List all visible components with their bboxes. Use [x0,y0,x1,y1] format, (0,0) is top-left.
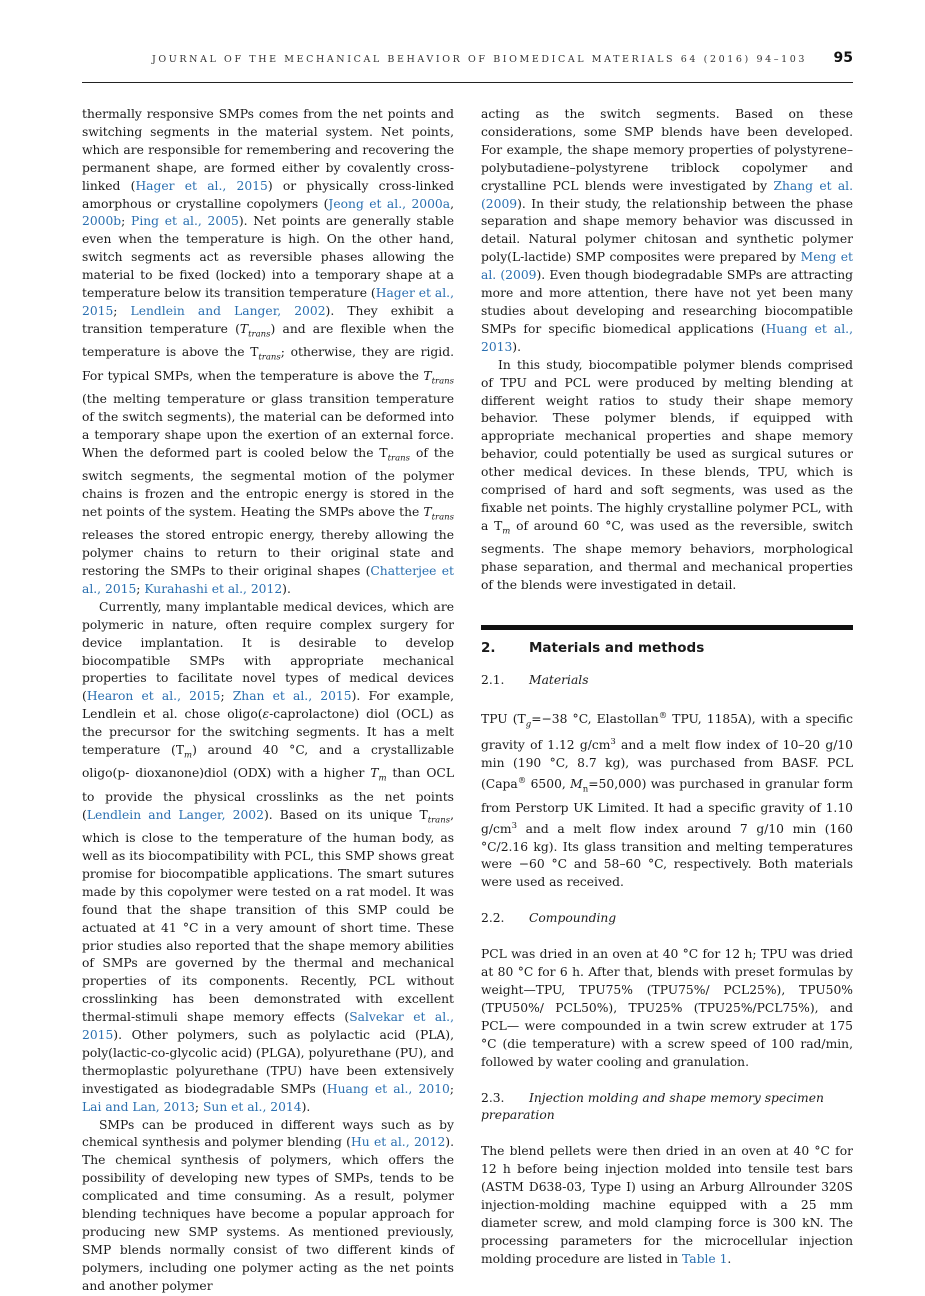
citation-link[interactable]: Huang et al., 2013 [481,321,853,354]
text-run: PCL was dried in an oven at 40 °C for 12 h; TPU was dried at 80 °C for 6 h. After that, blends with preset formulas by weight—TPU, TPU75% (TPU75%/ PCL25%), TPU50% (TPU50%/ PCL50%), TPU25% (TPU25%/PCL75%), and PCL— were compounded in a twin screw extruder at 175 °C (die temperature) with a screw speed of 100 rad/min, followed by water cooling and granulation. [481,947,853,1069]
text-run: ) around 40 °C, and a crystallizable oligo(p- dioxanone)diol (ODX) with a higher [82,743,454,781]
subscript-text: g [525,719,532,730]
citation-link[interactable]: Huang et al., 2010 [326,1081,450,1096]
text-run: ). The chemical synthesis of polymers, which offers the possibility of developing new types of SMPs, tends to be complicated and time consuming. As a result, polymer blending techniques have become a popular approach for producing new SMP systems. As mentioned previously, SMP blends normally consist of two different kinds of polymers, including one polymer acting as the net points and another polymer [82,1135,454,1293]
right-column [481,106,853,1269]
section-rule [481,625,853,630]
text-run: T [423,504,432,519]
paragraph [481,946,853,1071]
text-run: Currently, many implantable medical devices, which are polymeric in nature, often require complex surgery for device implantation. It is desirable to develop biocompatible SMPs with appropriate mechanical properties to facilitate novel types of medical devices ( [82,599,454,704]
subsection-title: Injection molding and shape memory specimen preparation [481,1090,824,1123]
text-run: ). [512,339,522,354]
text-run: ) or physically cross-linked amorphous or crystalline copolymers ( [82,178,455,211]
text-run: =50,000) was purchased in granular form from Perstorp UK Limited. It had a specific gravity of 1.10 g/cm [481,777,853,836]
subscript-text: trans [431,512,454,523]
subsection-title: Compounding [529,911,617,926]
journal-citation: JOURNAL OF THE MECHANICAL BEHAVIOR OF BIOMEDICAL MATERIALS 64 (2016) 94–103 [152,54,808,65]
subsection-heading [481,910,853,928]
text-run: releases the stored entropic energy, thereby allowing the polymer chains to return to their original state and restoring the SMPs to their original shapes ( [82,528,454,579]
text-run: ; [194,1099,203,1114]
text-run: ). Other polymers, such as polylactic acid (PLA), poly(lactic-co-glycolic acid) (PLGA), polyurethane (PU), and thermoplastic polyurethane (TPU) have been extensively investigated as biodegradable SMPs ( [82,1028,454,1096]
subscript-text: m [184,750,193,761]
citation-link[interactable]: Hearon et al., 2015 [86,689,221,704]
text-run: ). Even though biodegradable SMPs are attracting more and more attention, there have not yet been many studies about developing and researching biocompatible SMPs for specific biomedical applications ( [481,268,853,336]
text-run: ; [220,689,233,704]
subscript-text: trans [387,453,411,464]
paragraph [82,106,454,599]
subsection-number: 2.1. [481,672,505,687]
citation-link[interactable]: Hager et al., 2015 [82,286,455,318]
section-title: Materials and methods [529,639,705,656]
left-column [82,106,454,1296]
citation-link[interactable]: Meng et al. (2009 [481,250,853,283]
text-run: , which is close to the temperature of the human body, as well as its biocompatibility with PCL, this SMP shows great promise for biocompatible applications. The smart sutures made by this copolymer were tested on a rat model. It was found that the shape transition of this SMP could be actuated at 41 °C in a very amount of short time. These prior studies also reported that the shape memory abilities of SMPs are governed by the thermal and mechanical properties of its components. Recently, PCL without crosslinking has been demonstrated with excellent thermal-stimuli shape memory effects ( [82,807,454,1025]
text-run: . [727,1251,732,1266]
text-run: -caprolactone) diol (OCL) as the precursor for the switching segments. It has a melt temperature (T [82,707,454,758]
text-run: ε [262,707,270,722]
text-run: TPU (T [481,711,526,726]
citation-link[interactable]: Zhan et al., 2015 [232,689,352,704]
text-run: of around 60 °C, was used as the reversible, switch segments. The shape memory behaviors, morphological phase separation, and thermal and mechanical properties of the blends were investigated in detail. [481,518,853,593]
subscript-text: m [502,526,511,537]
citation-link[interactable]: Lendlein and Langer, 2002 [86,807,264,822]
text-run: ). In their study, the relationship between the phase separation and shape memory behavior was discussed in detail. Natural polymer chitosan and synthetic polymer poly(L-lactide) SMP composites were prepared by [481,196,853,265]
text-run: of the switch segments, the segmental motion of the polymer chains is frozen and the entropic energy is stored in the net points of the system. Heating the SMPs above the [82,445,454,519]
text-run: ) and are flexible when the temperature is above the T [82,321,454,360]
subscript-text: trans [427,815,451,826]
citation-link[interactable]: 2000b [82,214,122,229]
citation-link[interactable]: Zhang et al. (2009 [481,178,854,211]
text-run: ; [113,303,131,318]
subscript-text: m [378,773,387,784]
text-run: than OCL to provide the physical crosslinks as the net points ( [82,766,454,822]
text-run: ; [136,581,145,596]
paragraph [481,1143,853,1268]
page-number: 95 [833,50,853,66]
subscript-text: n [582,784,589,795]
paragraph [481,357,853,595]
subsection-number: 2.3. [481,1090,505,1105]
superscript-text: ® [658,710,668,721]
text-run: and a melt flow index of 10–20 g/10 min (190 °C, 8.7 kg), was purchased from BASF. PCL (Capa [481,738,853,792]
text-run: (the melting temperature or glass transition temperature of the switch segments), the material can be deformed into a temporary shape upon the exertion of an external force. When the deformed part is cooled below the T [82,391,454,460]
text-run: SMPs can be produced in different ways such as by chemical synthesis and polymer blending ( [82,1117,454,1150]
citation-link[interactable]: Chatterjee et al., 2015 [82,564,454,596]
paragraph [82,1117,454,1296]
text-run: and a melt flow index around 7 g/10 min (160 °C/2.16 kg). Its glass transition and melting temperatures were −60 °C and 58–60 °C, respectively. Both materials were used as received. [481,821,853,890]
citation-link[interactable]: Ping et al., 2005 [131,214,239,229]
text-run: ). [282,581,291,596]
citation-link[interactable]: Salvekar et al., 2015 [82,1010,454,1043]
paragraph [481,106,853,357]
text-run: The blend pellets were then dried in an oven at 40 °C for 12 h before being injection molded into tensile test bars (ASTM D638-03, Type I) using an Arburg Allrounder 320S injection-molding machine equipped with a 25 mm diameter screw, and mold clamping force is 300 kN. The processing parameters for the microcellular injection molding procedure are listed in [481,1144,853,1266]
text-run: ). For example, Lendlein et al. chose oligo( [82,689,454,722]
citation-link[interactable]: Hager et al., 2015 [135,178,268,193]
text-run: ). Net points are generally stable even when the temperature is high. On the other hand, switch segments act as reversible phases allowing the material to be fixed (locked) into a temporary shape at a temperature below its transition temperature ( [82,214,454,301]
section-number: 2. [481,639,496,656]
text-run: T [423,368,432,383]
citation-link[interactable]: Lai and Lan, 2013 [82,1099,195,1114]
superscript-text: 3 [511,820,517,831]
text-run: =−38 °C, Elastollan [531,711,659,726]
subsection-title: Materials [529,672,589,687]
subscript-text: trans [258,352,281,363]
text-run: , [450,196,454,211]
text-run: ). They exhibit a transition temperature ( [82,303,454,336]
subsection-number: 2.2. [481,911,505,926]
subsection-heading [481,1090,853,1126]
superscript-text: ® [517,776,527,787]
text-run: 6500, [526,777,571,792]
text-run: ). Based on its unique T [263,807,428,822]
text-run: acting as the switch segments. Based on these considerations, some SMP blends have been developed. For example, the shape memory properties of polystyrene–polybutadiene–polystyrene triblock copolymer and crystalline PCL blends were investigated by [481,107,853,193]
text-run: T [370,766,379,781]
subsection-heading [481,672,853,690]
subscript-text: trans [431,376,454,387]
citation-link[interactable]: Lendlein and Langer, 2002 [130,303,326,318]
text-run: ; otherwise, they are rigid. For typical SMPs, when the temperature is above the [82,345,454,383]
paragraph [481,708,853,892]
citation-link[interactable]: Hu et al., 2012 [350,1135,446,1150]
subscript-text: trans [248,329,271,340]
citation-link[interactable]: Kurahashi et al., 2012 [144,581,283,596]
paragraph [82,599,454,1117]
text-run: M [570,777,583,792]
text-run: ; [121,214,132,229]
citation-link[interactable]: Table 1 [682,1251,728,1266]
text-run: In this study, biocompatible polymer blends comprised of TPU and PCL were produced by melting blending at different weight ratios to study their shape memory behavior. These polymer blends, if equipped with appropriate mechanical properties and shape memory behavior, could potentially be used as surgical sutures or other medical devices. In these blends, TPU, which is comprised of hard and soft segments, was used as the fixable net points. The highly crystalline polymer PCL, with a T [481,357,853,533]
text-run: ; [449,1081,454,1096]
running-header [82,52,853,83]
citation-link[interactable]: Sun et al., 2014 [202,1099,302,1114]
text-run: ). [301,1099,311,1114]
citation-link[interactable]: Jeong et al., 2000a [328,196,451,211]
section-heading [481,640,853,662]
text-run: thermally responsive SMPs comes from the net points and switching segments in the material system. Net points, which are responsible for remembering and recovering the permanent shape, are formed either by covalently cross-linked ( [82,107,454,193]
text-run: TPU, 1185A), with a specific gravity of 1.12 g/cm [481,711,853,753]
text-run: T [239,321,249,336]
superscript-text: 3 [610,737,616,748]
